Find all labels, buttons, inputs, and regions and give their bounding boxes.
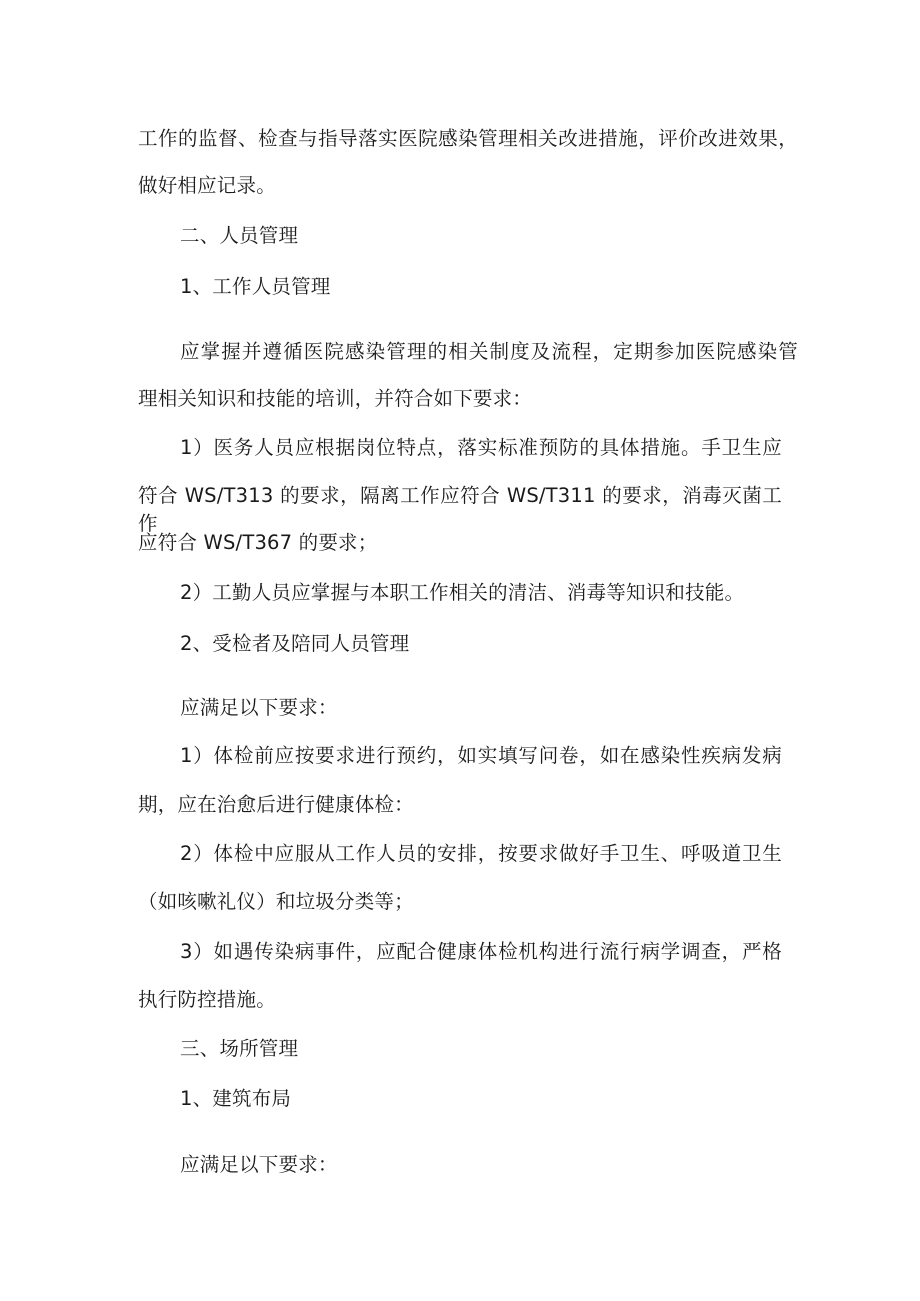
subsection-heading: 1、建筑布局: [180, 1087, 292, 1110]
text-line: 应满足以下要求：: [180, 1153, 338, 1176]
section-heading: 二、人员管理: [180, 224, 299, 247]
text-line: 应满足以下要求：: [180, 696, 338, 719]
subsection-heading: 1、工作人员管理: [180, 275, 331, 298]
text-line: 2）体检中应服从工作人员的安排，按要求做好手卫生、呼吸道卫生: [180, 842, 782, 865]
text-line: 符合 WS/T313 的要求，隔离工作应符合 WS/T311 的要求，消毒灭菌工作: [138, 484, 782, 535]
text-line: 1）体检前应按要求进行预约，如实填写问卷，如在感染性疾病发病: [180, 744, 782, 767]
subsection-heading: 2、受检者及陪同人员管理: [180, 632, 410, 655]
text-line: 3）如遇传染病事件，应配合健康体检机构进行流行病学调查，严格: [180, 940, 782, 963]
text-line: 期，应在治愈后进行健康体检：: [138, 793, 414, 816]
text-line: （如咳嗽礼仪）和垃圾分类等；: [138, 890, 414, 913]
text-line: 执行防控措施。: [138, 988, 276, 1011]
text-line: 工作的监督、检查与指导落实医院感染管理相关改进措施，评价改进效果，: [138, 127, 798, 150]
text-line: 做好相应记录。: [138, 174, 276, 197]
text-line: 理相关知识和技能的培训，并符合如下要求：: [138, 387, 533, 410]
text-line: 应掌握并遵循医院感染管理的相关制度及流程，定期参加医院感染管: [180, 340, 798, 363]
section-heading: 三、场所管理: [180, 1037, 299, 1060]
text-line: 1）医务人员应根据岗位特点，落实标准预防的具体措施。手卫生应: [180, 436, 782, 459]
text-line: 应符合 WS/T367 的要求；: [138, 531, 378, 554]
text-line: 2）工勤人员应掌握与本职工作相关的清洁、消毒等知识和技能。: [180, 581, 745, 604]
